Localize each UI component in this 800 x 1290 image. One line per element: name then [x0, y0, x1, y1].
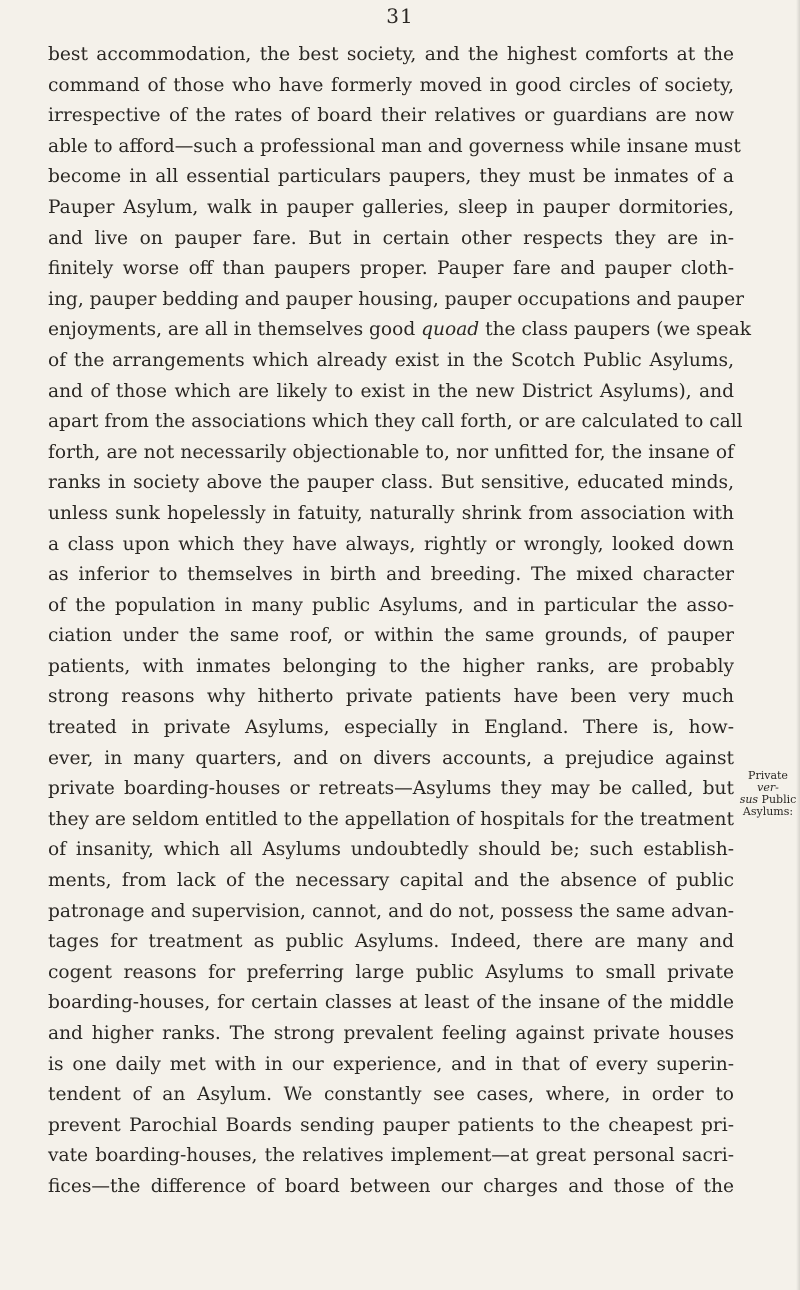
emphasis-word: ver- — [757, 781, 779, 794]
text-line: and of those which are likely to exist in the new District Asylums), and — [48, 380, 734, 402]
text-line: ments, from lack of the necessary capital and the absence of public — [48, 870, 734, 892]
text-line: vate boarding-houses, the relatives implement—at great personal sacri- — [48, 1145, 734, 1167]
text-line: apart from the associations which they call forth, or are calculated to call — [48, 411, 743, 433]
text-line: of the population in many public Asylums, and in particular the asso- — [48, 594, 734, 616]
text-line: private boarding-houses or retreats—Asylums they may be called, but — [48, 778, 734, 800]
text-line: patronage and supervision, cannot, and do not, possess the same advan- — [48, 900, 734, 922]
margin-note-line: Asylums: — [742, 805, 794, 818]
text-line: unless sunk hopelessly in fatuity, naturally shrink from association with — [48, 502, 734, 524]
text-line: best accommodation, the best society, and the highest comforts at the — [48, 44, 734, 65]
text-line: they are seldom entitled to the appellation of hospitals for the treatment — [48, 808, 734, 830]
page-number: 31 — [386, 4, 414, 28]
text-line: fices—the difference of board between our charges and those of the — [48, 1175, 734, 1197]
margin-note-line: Private ver- — [748, 769, 788, 794]
emphasis-word: sus — [739, 793, 759, 806]
emphasis-word: quoad — [421, 319, 480, 341]
text-line: forth, are not necessarily objectionable to, nor unfitted for, the insane of — [48, 441, 734, 463]
text-line: irrespective of the rates of board their relatives or guardians are now — [48, 105, 734, 127]
text-line: able to afford—such a professional man and governess while insane must — [48, 135, 741, 157]
text-line: tendent of an Asylum. We constantly see cases, where, in order to — [48, 1084, 734, 1106]
text-line: and live on pauper fare. But in certain other respects they are in- — [48, 227, 734, 249]
text-line: a class upon which they have always, rightly or wrongly, looked down — [48, 533, 734, 555]
text-line: of insanity, which all Asylums undoubtedly should be; such establish- — [48, 839, 734, 861]
text-line: finitely worse off than paupers proper. Pauper fare and pauper cloth- — [48, 258, 734, 280]
margin-note-line: sus Public — [739, 793, 797, 806]
text-line: become in all essential particulars paupers, they must be inmates of a — [48, 166, 734, 188]
text-line: and higher ranks. The strong prevalent feeling against private houses — [48, 1023, 734, 1044]
text-line: ever, in many quarters, and on divers accounts, a prejudice against — [48, 747, 734, 769]
text-line: enjoyments, are all in themselves good quoad the class paupers (we speak — [48, 319, 752, 341]
text-line: as inferior to themselves in birth and breeding. The mixed character — [48, 564, 734, 586]
margin-note — [736, 770, 800, 818]
text-line: ranks in society above the pauper class. But sensitive, educated minds, — [48, 472, 734, 494]
page-edge-shadow — [796, 0, 800, 1290]
text-line: ing, pauper bedding and pauper housing, pauper occupations and pauper — [48, 288, 744, 310]
text-line: treated in private Asylums, especially in England. There is, how- — [48, 717, 734, 739]
text-line: patients, with inmates belonging to the higher ranks, are probably — [48, 655, 734, 677]
text-line: boarding-houses, for certain classes at least of the insane of the middle — [48, 992, 734, 1014]
text-line: tages for treatment as public Asylums. Indeed, there are many and — [48, 931, 734, 953]
text-line: is one daily met with in our experience, and in that of every superin- — [48, 1053, 734, 1075]
text-line: Pauper Asylum, walk in pauper galleries, sleep in pauper dormitories, — [48, 196, 734, 218]
text-line: strong reasons why hitherto private patients have been very much — [48, 686, 734, 708]
text-line: of the arrangements which already exist in the Scotch Public Asylums, — [48, 349, 734, 371]
text-line: prevent Parochial Boards sending pauper patients to the cheapest pri- — [48, 1114, 734, 1136]
text-line: command of those who have formerly moved in good circles of society, — [48, 74, 734, 96]
text-line: ciation under the same roof, or within the same grounds, of pauper — [48, 625, 734, 647]
text-line: cogent reasons for preferring large public Asylums to small private — [48, 961, 734, 983]
